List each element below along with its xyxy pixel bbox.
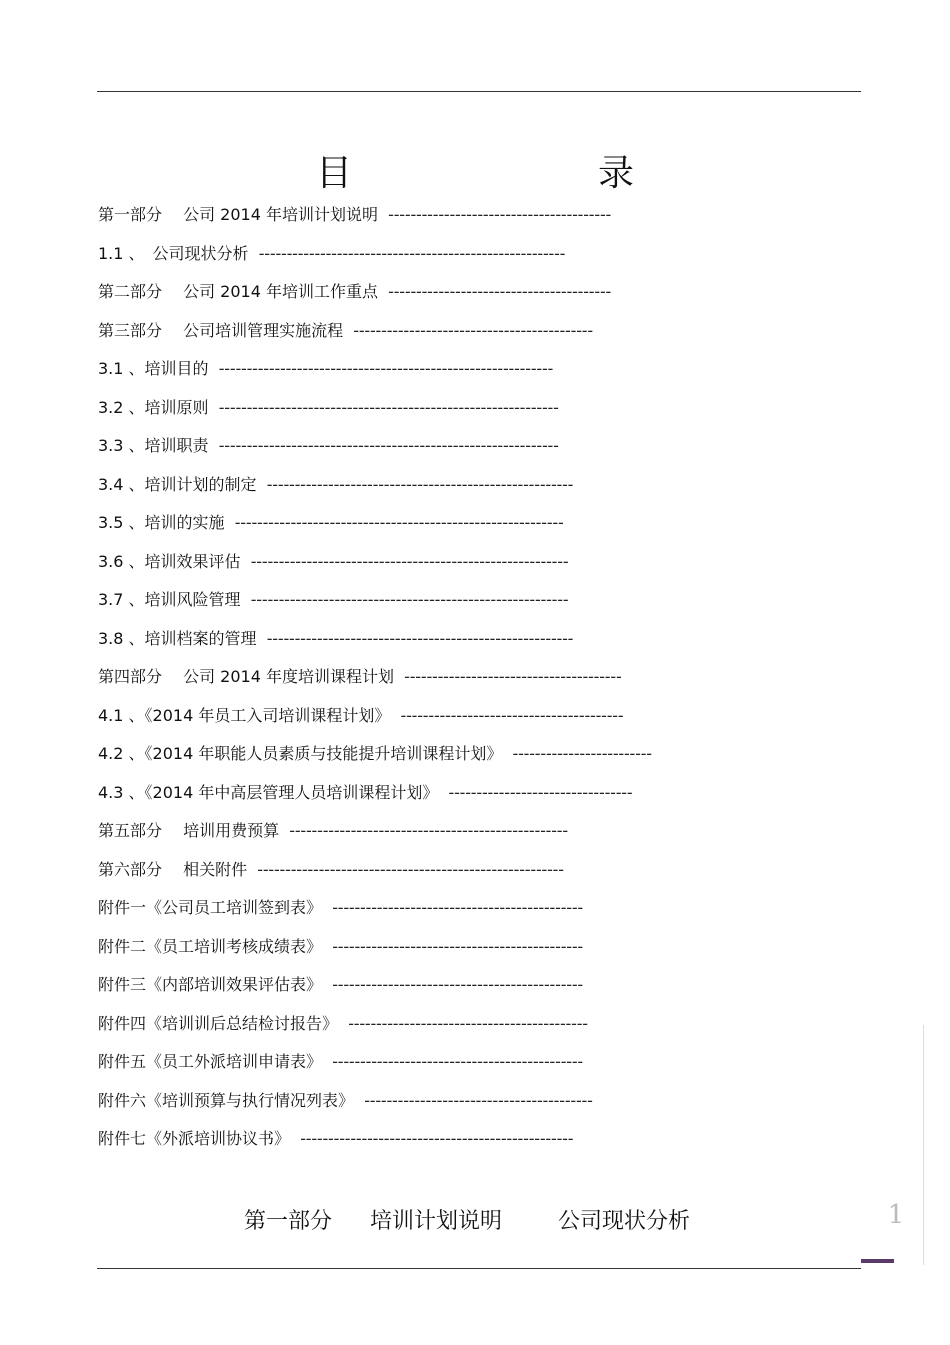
toc-leader: ---------------------------------------- bbox=[400, 705, 624, 725]
page-accent-mark bbox=[861, 1259, 894, 1263]
toc-entry-label: 3.1 、培训目的 bbox=[98, 359, 209, 379]
toc-leader: ----------------------------------------------------------- bbox=[234, 513, 564, 533]
table-of-contents bbox=[98, 196, 798, 1159]
toc-entry[interactable] bbox=[98, 504, 798, 543]
toc-entry-label: 4.1 、《2014 年员工入司培训课程计划》 bbox=[98, 705, 391, 725]
footer-rule bbox=[97, 1268, 861, 1269]
toc-entry-label: 附件三《内部培训效果评估表》 bbox=[98, 975, 323, 995]
toc-entry-label: 第三部分 公司培训管理实施流程 bbox=[98, 320, 344, 340]
toc-entry[interactable] bbox=[98, 427, 798, 466]
toc-title: 目 录 bbox=[315, 153, 692, 194]
toc-leader: ------------------------------------------------------------ bbox=[218, 359, 554, 379]
toc-entry-label: 3.8 、培训档案的管理 bbox=[98, 628, 257, 648]
toc-entry[interactable] bbox=[98, 966, 798, 1005]
section-heading bbox=[244, 1204, 804, 1235]
toc-entry[interactable] bbox=[98, 581, 798, 620]
toc-entry[interactable] bbox=[98, 196, 798, 235]
toc-entry-label: 第一部分 公司 2014 年培训计划说明 bbox=[98, 205, 378, 225]
toc-leader: ------------------------------------------------------- bbox=[258, 243, 566, 263]
section-title: 培训计划说明 bbox=[370, 1209, 503, 1234]
toc-entry-label: 附件六《培训预算与执行情况列表》 bbox=[98, 1090, 355, 1110]
toc-leader: ------------------------------------------- bbox=[353, 320, 593, 340]
toc-leader: ------------------------------------------------------- bbox=[266, 628, 574, 648]
toc-entry-label: 第六部分 相关附件 bbox=[98, 859, 248, 879]
toc-entry[interactable] bbox=[98, 1120, 798, 1159]
toc-entry-label: 附件一《公司员工培训签到表》 bbox=[98, 898, 323, 918]
toc-entry[interactable] bbox=[98, 735, 798, 774]
toc-entry-label: 附件四《培训训后总结检讨报告》 bbox=[98, 1013, 339, 1033]
toc-leader: ------------------------- bbox=[512, 744, 652, 764]
toc-entry[interactable] bbox=[98, 543, 798, 582]
toc-entry[interactable] bbox=[98, 1043, 798, 1082]
toc-entry[interactable] bbox=[98, 1005, 798, 1044]
toc-entry-label: 第四部分 公司 2014 年度培训课程计划 bbox=[98, 667, 394, 687]
page-side-tab bbox=[923, 1025, 950, 1265]
toc-entry[interactable] bbox=[98, 812, 798, 851]
toc-leader: ---------------------------------------- bbox=[388, 205, 612, 225]
toc-entry[interactable] bbox=[98, 774, 798, 813]
toc-entry-label: 3.6 、培训效果评估 bbox=[98, 551, 241, 571]
toc-entry-label: 附件五《员工外派培训申请表》 bbox=[98, 1052, 323, 1072]
toc-leader: -------------------------------------------------- bbox=[289, 821, 568, 841]
toc-entry[interactable] bbox=[98, 466, 798, 505]
toc-entry-label: 3.3 、培训职责 bbox=[98, 436, 209, 456]
toc-entry[interactable] bbox=[98, 620, 798, 659]
toc-entry-label: 3.5 、培训的实施 bbox=[98, 513, 225, 533]
toc-entry[interactable] bbox=[98, 1082, 798, 1121]
toc-leader: --------------------------------------------- bbox=[332, 936, 583, 956]
page-number: 1 bbox=[887, 1200, 905, 1230]
toc-leader: ------------------------------------------------------- bbox=[257, 859, 564, 879]
toc-entry[interactable] bbox=[98, 273, 798, 312]
toc-leader: ------------------------------------------------------------- bbox=[218, 397, 559, 417]
toc-entry-label: 3.2 、培训原则 bbox=[98, 397, 209, 417]
toc-entry-label: 附件二《员工培训考核成绩表》 bbox=[98, 936, 323, 956]
toc-leader: ----------------------------------------- bbox=[364, 1090, 593, 1110]
toc-leader: ------------------------------------------------------------- bbox=[218, 436, 559, 456]
toc-entry-label: 4.2 、《2014 年职能人员素质与技能提升培训课程计划》 bbox=[98, 744, 503, 764]
toc-leader: --------------------------------- bbox=[448, 782, 633, 802]
toc-entry-label: 第二部分 公司 2014 年培训工作重点 bbox=[98, 282, 378, 302]
toc-leader: ------------------------------------------- bbox=[348, 1013, 588, 1033]
section-part: 第一部分 bbox=[244, 1209, 333, 1234]
toc-entry[interactable] bbox=[98, 235, 798, 274]
toc-entry-label: 附件七《外派培训协议书》 bbox=[98, 1129, 291, 1149]
toc-leader: --------------------------------------------- bbox=[332, 1052, 583, 1072]
section-subtitle: 公司现状分析 bbox=[558, 1209, 691, 1234]
header-rule bbox=[97, 91, 861, 92]
toc-leader: ------------------------------------------------------- bbox=[266, 474, 574, 494]
toc-leader: --------------------------------------------------------- bbox=[250, 551, 569, 571]
toc-leader: --------------------------------------------- bbox=[332, 975, 583, 995]
toc-entry-label: 3.4 、培训计划的制定 bbox=[98, 474, 257, 494]
toc-entry[interactable] bbox=[98, 350, 798, 389]
toc-entry[interactable] bbox=[98, 889, 798, 928]
toc-entry[interactable] bbox=[98, 928, 798, 967]
toc-leader: ------------------------------------------------- bbox=[300, 1129, 574, 1149]
toc-entry[interactable] bbox=[98, 389, 798, 428]
toc-leader: ---------------------------------------- bbox=[388, 282, 612, 302]
toc-entry[interactable] bbox=[98, 312, 798, 351]
toc-entry-label: 1.1 、 公司现状分析 bbox=[98, 243, 249, 263]
toc-leader: --------------------------------------- bbox=[404, 667, 622, 687]
toc-entry-label: 3.7 、培训风险管理 bbox=[98, 590, 241, 610]
toc-entry[interactable] bbox=[98, 851, 798, 890]
toc-entry[interactable] bbox=[98, 658, 798, 697]
toc-leader: --------------------------------------------------------- bbox=[250, 590, 569, 610]
toc-leader: --------------------------------------------- bbox=[332, 898, 583, 918]
toc-entry-label: 第五部分 培训用费预算 bbox=[98, 821, 280, 841]
toc-entry[interactable] bbox=[98, 697, 798, 736]
toc-entry-label: 4.3 、《2014 年中高层管理人员培训课程计划》 bbox=[98, 782, 439, 802]
